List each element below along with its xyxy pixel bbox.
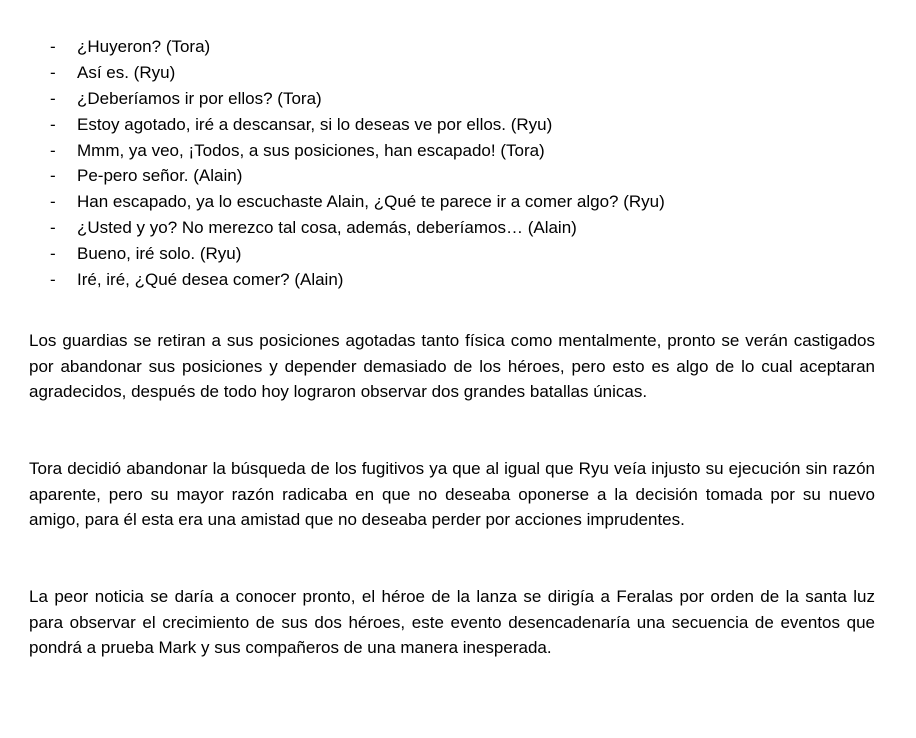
dash-bullet: -: [50, 114, 56, 134]
narrative-paragraph-tora: Tora decidió abandonar la búsqueda de los fugitivos ya que al igual que Ryu veía injusto su ejecución sin razón aparente, pero su mayor razón radicaba en que no deseaba oponerse a la decisión tomada por su nuevo amigo, para él esta era una amistad que no deseaba perder por acciones imprudentes.: [29, 459, 875, 529]
dash-bullet: -: [50, 192, 56, 212]
dialogue-line: [50, 60, 890, 86]
dialogue-line-text: Bueno, iré solo. (Ryu): [77, 244, 242, 264]
dash-bullet: -: [50, 166, 56, 186]
dash-bullet: -: [50, 218, 56, 238]
dialogue-line-text: Iré, iré, ¿Qué desea comer? (Alain): [77, 270, 344, 290]
dialogue-line: [50, 241, 890, 267]
narrative-paragraph-guards: Los guardias se retiran a sus posiciones agotadas tanto física como mentalmente, pronto se verán castigados por abandonar sus posiciones y depender demasiado de los héroes, pero esto es algo de lo cual aceptaran agradecidos, después de todo hoy lograron observar dos grandes batallas únicas.: [29, 331, 875, 401]
dash-bullet: -: [50, 88, 56, 108]
narrative-paragraph-news: La peor noticia se daría a conocer pronto, el héroe de la lanza se dirigía a Feralas por orden de la santa luz para observar el crecimiento de sus dos héroes, este evento desencadenaría una secuencia de eventos que pondrá a prueba Mark y sus compañeros de una manera inesperada.: [29, 587, 875, 657]
dialogue-line-text: Estoy agotado, iré a descansar, si lo deseas ve por ellos. (Ryu): [77, 114, 553, 134]
dialogue-line-text: ¿Usted y yo? No merezco tal cosa, además, deberíamos… (Alain): [77, 218, 577, 238]
dialogue-line: [50, 163, 890, 189]
dialogue-line-text: Así es. (Ryu): [77, 62, 176, 82]
dialogue-line-text: Mmm, ya veo, ¡Todos, a sus posiciones, han escapado! (Tora): [77, 140, 545, 160]
dialogue-line: [50, 86, 890, 112]
dash-bullet: -: [50, 37, 56, 56]
dialogue-line-text: ¿Huyeron? (Tora): [77, 37, 211, 56]
dialogue-list: [50, 34, 890, 293]
dash-bullet: -: [50, 270, 56, 290]
dialogue-line: [50, 215, 890, 241]
dialogue-line: [50, 267, 890, 293]
dialogue-line: [50, 138, 890, 164]
dialogue-line-text: ¿Deberíamos ir por ellos? (Tora): [77, 88, 322, 108]
dash-bullet: -: [50, 244, 56, 264]
dash-bullet: -: [50, 62, 56, 82]
dialogue-line-text: Han escapado, ya lo escuchaste Alain, ¿Qué te parece ir a comer algo? (Ryu): [77, 192, 665, 212]
dialogue-line: [50, 112, 890, 138]
dialogue-line: [50, 189, 890, 215]
dialogue-line-text: Pe-pero señor. (Alain): [77, 166, 243, 186]
dash-bullet: -: [50, 140, 56, 160]
dialogue-line: [50, 34, 890, 60]
